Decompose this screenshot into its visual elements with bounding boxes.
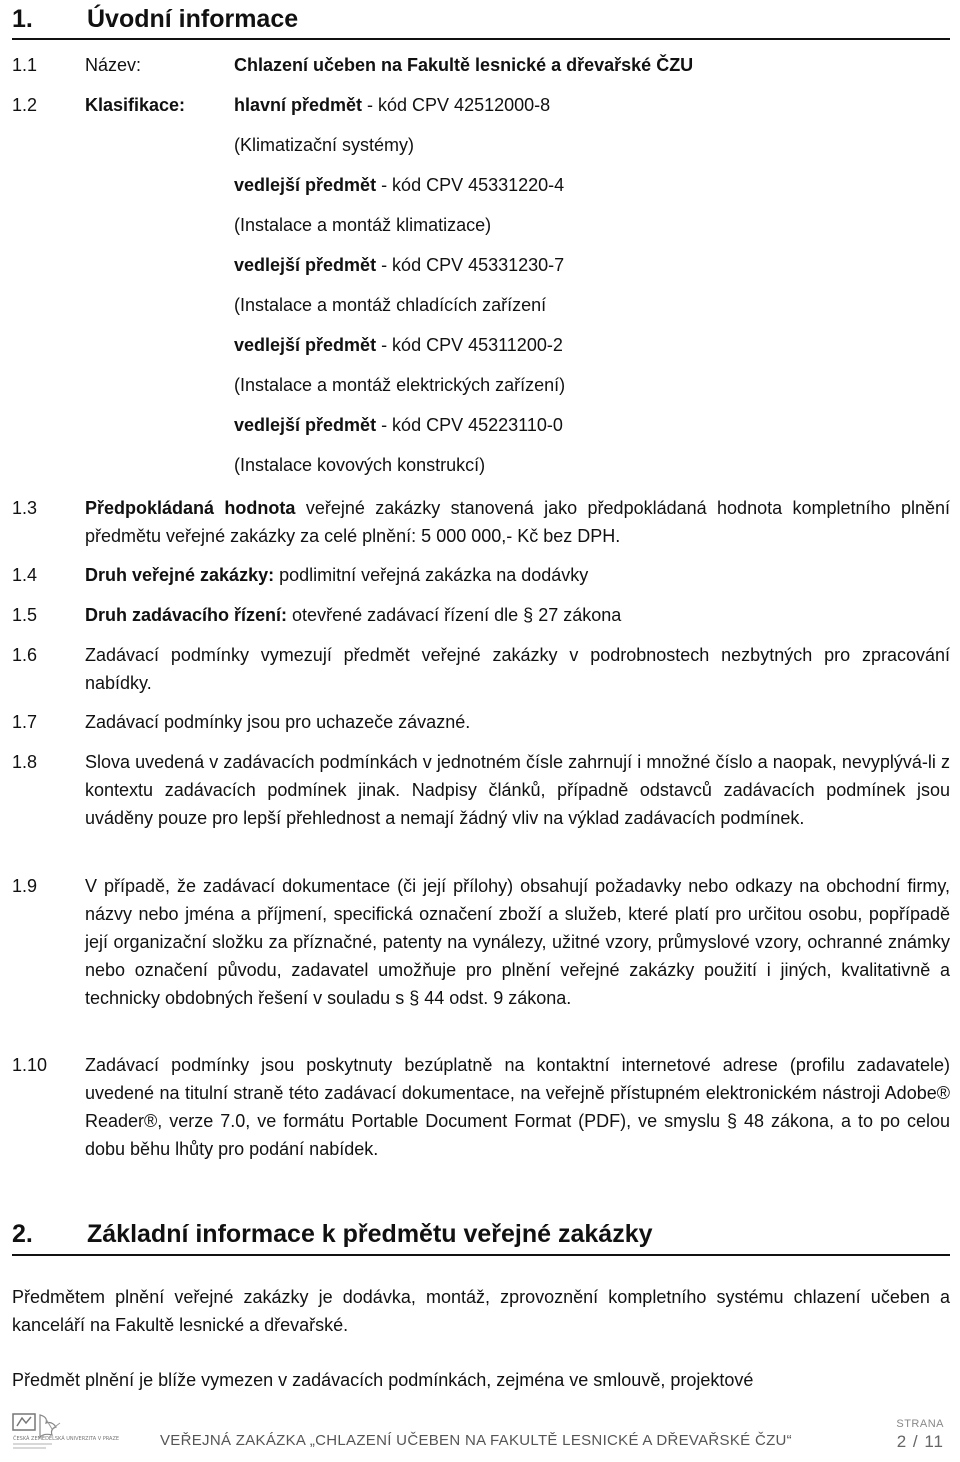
classification-line: hlavní předmět - kód CPV 42512000-8	[234, 95, 551, 115]
item-number: 1.1	[12, 55, 38, 75]
item-number: 1.5	[12, 605, 38, 625]
item-number: 1.7	[12, 712, 38, 732]
item-text: V případě, že zadávací dokumentace (či její přílohy) obsahují požadavky nebo odkazy na obchodní firmy, názvy nebo jména a příjmení, specifická označení zboží a služeb, které platí pro určitou osobu, popřípadě její organizační složku za příznačné, patenty na vynálezy, užitné vzory, průmyslové vzory, ochranné známky nebo označení původu, zadavatel umožňuje pro plnění veřejné zakázky použití i jiných, kvalitativně a technicky obdobných řešení v souladu s § 44 odst. 9 zákona.	[85, 876, 950, 1008]
item-number: 1.2	[12, 95, 38, 115]
classification-line: (Instalace kovových konstrukcí)	[234, 455, 486, 475]
page-footer	[0, 1405, 960, 1460]
heading-underline	[12, 38, 950, 40]
classification-line: (Klimatizační systémy)	[234, 135, 415, 155]
classification-line: (Instalace a montáž klimatizace)	[234, 215, 492, 235]
item-number: 1.6	[12, 645, 38, 665]
section-number: 2.	[12, 1220, 33, 1248]
section-title: Základní informace k předmětu veřejné zakázky	[87, 1220, 653, 1248]
heading-underline	[12, 1254, 950, 1256]
item-value: Chlazení učeben na Fakultě lesnické a dřevařské ČZU	[234, 55, 694, 75]
university-logo-icon	[12, 1413, 120, 1457]
item-text: Druh zadávacího řízení: otevřené zadávací řízení dle § 27 zákona	[85, 605, 622, 625]
item-number: 1.9	[12, 876, 38, 896]
item-number: 1.10	[12, 1055, 48, 1075]
item-text: Slova uvedená v zadávacích podmínkách v jednotném čísle zahrnují i množné číslo a naopak, nevyplývá-li z kontextu zadávacích podmínek jinak. Nadpisy článků, případně odstavců zadávacích podmínek jsou uváděny pouze pro lepší přehlednost a nemají žádný vliv na výklad zadávacích podmínek.	[85, 752, 950, 828]
item-label: Název:	[85, 55, 142, 75]
item-text: Předpokládaná hodnota veřejné zakázky stanovená jako předpokládaná hodnota kompletního plnění předmětu veřejné zakázky za celé plnění: 5 000 000,- Kč bez DPH.	[85, 498, 950, 546]
page-label: STRANA	[896, 1418, 944, 1430]
classification-line: vedlejší předmět - kód CPV 45331230-7	[234, 255, 565, 275]
item-1-3	[12, 494, 950, 550]
classification-line: vedlejší předmět - kód CPV 45331220-4	[234, 175, 565, 195]
item-number: 1.8	[12, 752, 38, 772]
item-text: Zadávací podmínky jsou poskytnuty bezúplatně na kontaktní internetové adrese (profilu zadavatele) uvedené na titulní straně této zadávací dokumentace, na veřejně přístupném elektronickém nástroji Adobe® Reader®, verze 7.0, ve formátu Portable Document Format (PDF), ve smyslu § 48 zákona, a to po celou dobu běhu lhůty pro podání nabídek.	[85, 1055, 950, 1159]
item-number: 1.3	[12, 498, 38, 518]
section-title: Úvodní informace	[87, 5, 299, 33]
czu-logo	[12, 1413, 120, 1457]
section-2-paragraph-2: Předmět plnění je blíže vymezen v zadávacích podmínkách, zejména ve smlouvě, projektové	[12, 1370, 754, 1390]
section-number: 1.	[12, 5, 33, 33]
page-number: 2 / 11	[896, 1432, 944, 1451]
item-label: Klasifikace:	[85, 95, 186, 115]
item-text: Zadávací podmínky jsou pro uchazeče závazné.	[85, 712, 471, 732]
classification-line: (Instalace a montáž elektrických zařízení)	[234, 375, 566, 395]
footer-title: VEŘEJNÁ ZAKÁZKA „CHLAZENÍ UČEBEN NA FAKULTĚ LESNICKÉ A DŘEVAŘSKÉ ČZU“	[160, 1432, 792, 1449]
item-text: Zadávací podmínky vymezují předmět veřejné zakázky v podrobnostech nezbytných pro zpracování nabídky.	[85, 645, 950, 693]
item-text: Druh veřejné zakázky: podlimitní veřejná zakázka na dodávky	[85, 565, 589, 585]
svg-text:ČESKÁ ZEMĚDĚLSKÁ UNIVERZITA V: ČESKÁ ZEMĚDĚLSKÁ UNIVERZITA V PRAZE	[13, 1436, 120, 1442]
classification-line: (Instalace a montáž chladících zařízení	[234, 295, 547, 315]
item-number: 1.4	[12, 565, 38, 585]
classification-line: vedlejší předmět - kód CPV 45223110-0	[234, 415, 563, 435]
section-2-paragraph-1: Předmětem plnění veřejné zakázky je dodávka, montáž, zprovoznění kompletního systému chlazení učeben a kanceláří na Fakultě lesnické a dřevařské.	[12, 1287, 950, 1335]
classification-line: vedlejší předmět - kód CPV 45311200-2	[234, 335, 563, 355]
